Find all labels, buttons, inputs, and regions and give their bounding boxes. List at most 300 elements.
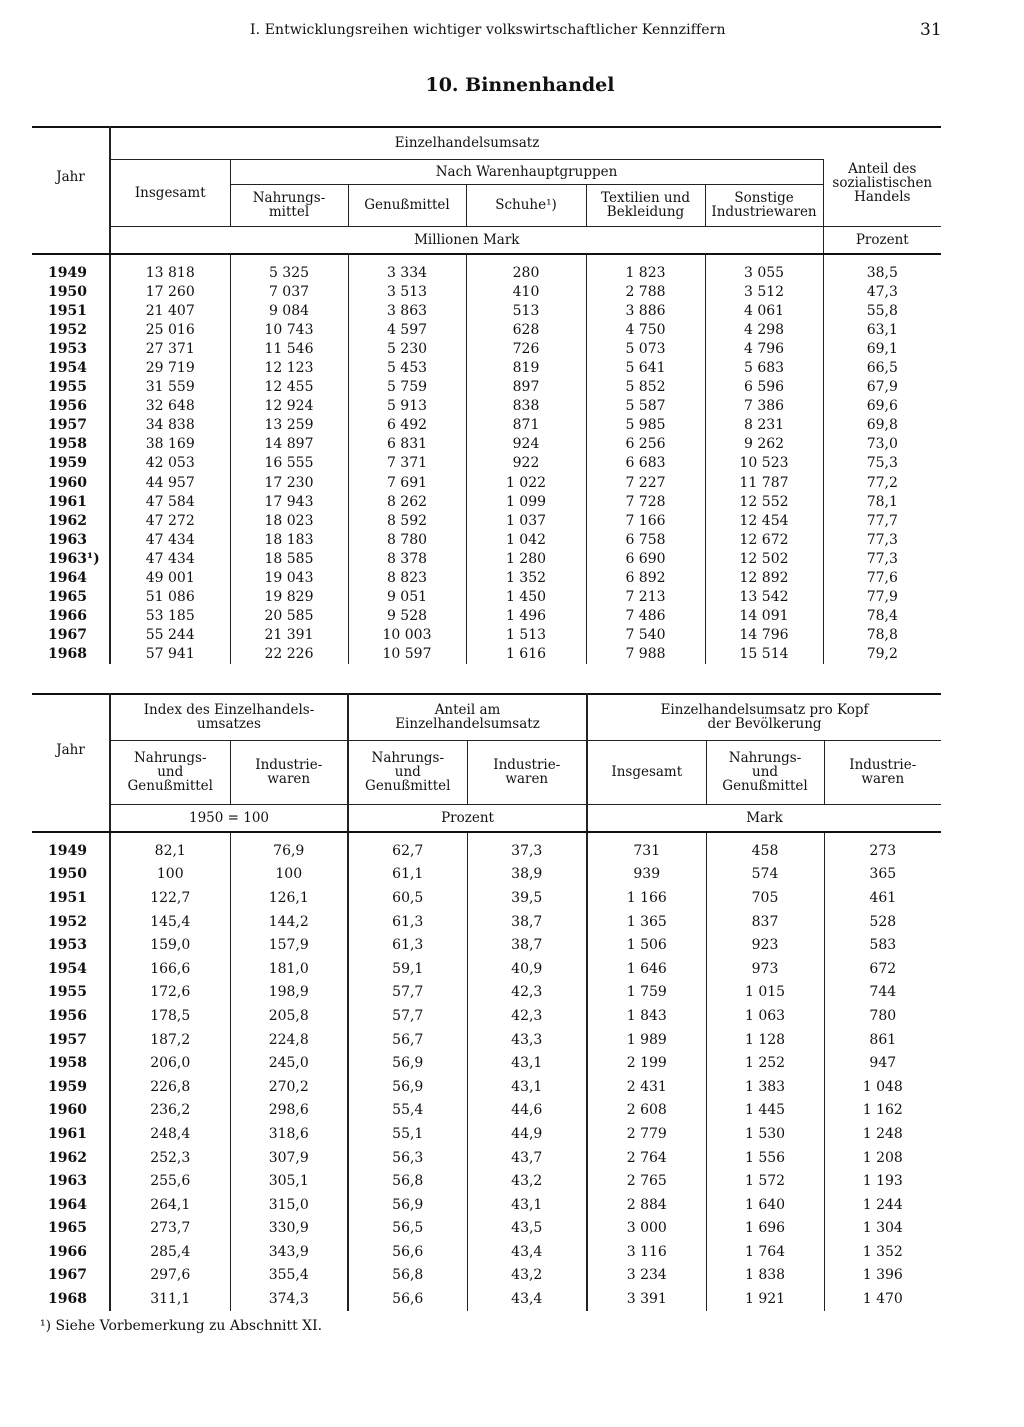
cell-value: 3 391 [587,1287,706,1311]
table-row [32,832,941,863]
cell-value: 252,3 [110,1146,230,1170]
cell-value: 12 892 [705,569,823,588]
cell-value: 5 985 [586,416,705,435]
header-anteil-industriewaren: Industrie- waren [467,740,587,804]
cell-value: 236,2 [110,1099,230,1123]
table-row [32,607,941,626]
cell-value: 55,1 [348,1122,467,1146]
cell-value: 1 304 [824,1217,941,1241]
cell-jahr: 1965 [48,589,87,606]
cell-value: 1 042 [466,530,586,549]
table-row [32,626,941,645]
cell-value: 7 691 [348,473,466,492]
cell-value: 2 884 [587,1193,706,1217]
cell-value: 10 523 [705,454,823,473]
cell-value: 15 514 [705,645,823,664]
cell-value: 2 431 [587,1075,706,1099]
table-row [32,910,941,934]
table-row [32,1075,941,1099]
cell-value: 69,8 [823,416,941,435]
table-row [32,886,941,910]
cell-value: 947 [824,1051,941,1075]
cell-value: 1 248 [824,1122,941,1146]
cell-value: 122,7 [110,886,230,910]
cell-value: 38,7 [467,933,587,957]
cell-jahr: 1959 [48,1078,87,1095]
cell-value: 270,2 [230,1075,348,1099]
cell-value: 39,5 [467,886,587,910]
header-schuhe: Schuhe¹) [466,184,586,226]
cell-value: 22 226 [230,645,348,664]
cell-value: 37,3 [467,832,587,863]
cell-value: 6 596 [705,378,823,397]
cell-jahr: 1965 [48,1220,87,1237]
header-jahr-2: Jahr [56,741,85,758]
header-einzelhandelsumsatz: Einzelhandelsumsatz [110,127,823,159]
cell-value: 13 259 [230,416,348,435]
cell-jahr: 1960 [48,474,87,491]
cell-value: 4 750 [586,320,705,339]
cell-value: 43,1 [467,1193,587,1217]
cell-value: 44,9 [467,1122,587,1146]
cell-value: 56,9 [348,1193,467,1217]
cell-value: 43,1 [467,1075,587,1099]
cell-value: 34 838 [110,416,230,435]
cell-value: 32 648 [110,397,230,416]
cell-value: 59,1 [348,957,467,981]
cell-value: 43,1 [467,1051,587,1075]
running-head: I. Entwicklungsreihen wichtiger volkswirtschaftlicher Kennziffern [250,22,726,38]
table-row [32,1240,941,1264]
cell-value: 47,3 [823,282,941,301]
cell-value: 7 213 [586,588,705,607]
cell-value: 66,5 [823,358,941,377]
cell-jahr: 1961 [48,1125,87,1142]
cell-value: 67,9 [823,378,941,397]
cell-value: 47 434 [110,530,230,549]
table-row [32,588,941,607]
cell-value: 62,7 [348,832,467,863]
cell-value: 1 396 [824,1264,941,1288]
cell-jahr: 1958 [48,436,87,453]
cell-value: 181,0 [230,957,348,981]
table-row [32,416,941,435]
cell-value: 42 053 [110,454,230,473]
cell-value: 56,6 [348,1287,467,1311]
cell-value: 2 788 [586,282,705,301]
cell-jahr: 1957 [48,417,87,434]
cell-value: 744 [824,981,941,1005]
cell-value: 178,5 [110,1004,230,1028]
cell-value: 2 199 [587,1051,706,1075]
cell-value: 1 921 [706,1287,824,1311]
header-index: Index des Einzelhandels- umsatzes [110,694,348,740]
header-insgesamt: Insgesamt [110,159,230,226]
cell-value: 1 530 [706,1122,824,1146]
cell-jahr: 1959 [48,455,87,472]
cell-value: 166,6 [110,957,230,981]
cell-value: 5 230 [348,339,466,358]
cell-value: 871 [466,416,586,435]
cell-jahr: 1952 [48,321,87,338]
cell-value: 9 051 [348,588,466,607]
cell-value: 12 552 [705,492,823,511]
unit-prozent: Prozent [823,226,941,254]
cell-value: 298,6 [230,1099,348,1123]
cell-value: 10 743 [230,320,348,339]
cell-value: 56,8 [348,1264,467,1288]
cell-value: 3 886 [586,301,705,320]
cell-value: 51 086 [110,588,230,607]
cell-value: 7 988 [586,645,705,664]
cell-value: 16 555 [230,454,348,473]
table-row [32,933,941,957]
cell-value: 42,3 [467,1004,587,1028]
cell-value: 245,0 [230,1051,348,1075]
cell-value: 206,0 [110,1051,230,1075]
cell-jahr: 1949 [48,842,87,859]
cell-value: 4 298 [705,320,823,339]
cell-value: 574 [706,863,824,887]
cell-value: 69,6 [823,397,941,416]
header-kopf-nahrungs-genuss: Nahrungs- und Genußmittel [706,740,824,804]
cell-value: 56,6 [348,1240,467,1264]
cell-value: 355,4 [230,1264,348,1288]
cell-value: 861 [824,1028,941,1052]
header-kopf-insgesamt: Insgesamt [587,740,706,804]
cell-value: 2 779 [587,1122,706,1146]
cell-value: 1 823 [586,254,705,282]
table-row [32,1264,941,1288]
table-row [32,378,941,397]
cell-value: 1 022 [466,473,586,492]
cell-value: 628 [466,320,586,339]
header-kopf-industriewaren: Industrie- waren [824,740,941,804]
table-row [32,1217,941,1241]
header-genussmittel: Genußmittel [348,184,466,226]
cell-value: 8 378 [348,549,466,568]
cell-value: 77,7 [823,511,941,530]
cell-value: 6 256 [586,435,705,454]
cell-value: 297,6 [110,1264,230,1288]
cell-value: 374,3 [230,1287,348,1311]
cell-value: 3 116 [587,1240,706,1264]
cell-value: 528 [824,910,941,934]
header-anteil-sozialistisch: Anteil des sozialistischen Handels [832,160,933,205]
cell-value: 75,3 [823,454,941,473]
cell-value: 3 863 [348,301,466,320]
cell-value: 17 943 [230,492,348,511]
footnote: ¹) Siehe Vorbemerkung zu Abschnitt XI. [40,1318,323,1334]
cell-jahr: 1953 [48,937,87,954]
cell-value: 819 [466,358,586,377]
cell-value: 21 407 [110,301,230,320]
cell-value: 461 [824,886,941,910]
cell-value: 1 838 [706,1264,824,1288]
cell-value: 40,9 [467,957,587,981]
cell-value: 172,6 [110,981,230,1005]
cell-value: 11 787 [705,473,823,492]
cell-jahr: 1968 [48,646,87,663]
cell-value: 8 592 [348,511,466,530]
cell-value: 38 169 [110,435,230,454]
cell-value: 29 719 [110,358,230,377]
cell-value: 1 128 [706,1028,824,1052]
cell-value: 17 230 [230,473,348,492]
cell-value: 1 470 [824,1287,941,1311]
cell-value: 6 831 [348,435,466,454]
cell-value: 5 073 [586,339,705,358]
cell-value: 1 208 [824,1146,941,1170]
cell-value: 311,1 [110,1287,230,1311]
table-row [32,301,941,320]
cell-value: 1 193 [824,1169,941,1193]
header-anteil-am-umsatz: Anteil am Einzelhandelsumsatz [348,694,587,740]
cell-value: 42,3 [467,981,587,1005]
cell-value: 3 000 [587,1217,706,1241]
cell-value: 57,7 [348,1004,467,1028]
table-row [32,549,941,568]
cell-value: 6 492 [348,416,466,435]
cell-value: 61,3 [348,910,467,934]
header-index-industriewaren: Industrie- waren [230,740,348,804]
cell-value: 100 [110,863,230,887]
cell-jahr: 1955 [48,984,87,1001]
cell-value: 14 897 [230,435,348,454]
header-anteil-nahrungs-genuss: Nahrungs- und Genußmittel [348,740,467,804]
cell-jahr: 1956 [48,398,87,415]
cell-value: 49 001 [110,569,230,588]
table-row [32,1287,941,1311]
binnenhandel-table-1 [32,126,941,664]
cell-value: 1 764 [706,1240,824,1264]
cell-jahr: 1951 [48,302,87,319]
cell-value: 5 759 [348,378,466,397]
cell-value: 43,3 [467,1028,587,1052]
cell-value: 57,7 [348,981,467,1005]
cell-value: 1 513 [466,626,586,645]
cell-value: 1 506 [587,933,706,957]
cell-value: 8 823 [348,569,466,588]
cell-value: 1 352 [466,569,586,588]
cell-value: 513 [466,301,586,320]
table-row [32,454,941,473]
cell-value: 57 941 [110,645,230,664]
cell-value: 5 913 [348,397,466,416]
cell-value: 7 037 [230,282,348,301]
cell-value: 6 683 [586,454,705,473]
cell-value: 19 829 [230,588,348,607]
cell-value: 18 023 [230,511,348,530]
cell-value: 79,2 [823,645,941,664]
cell-value: 12 454 [705,511,823,530]
cell-value: 273,7 [110,1217,230,1241]
table-row [32,1099,941,1123]
cell-value: 1 166 [587,886,706,910]
cell-value: 1 252 [706,1051,824,1075]
cell-value: 3 234 [587,1264,706,1288]
cell-value: 8 262 [348,492,466,511]
cell-value: 205,8 [230,1004,348,1028]
cell-value: 9 262 [705,435,823,454]
table-row [32,1169,941,1193]
cell-value: 7 728 [586,492,705,511]
cell-jahr: 1967 [48,627,87,644]
cell-value: 56,7 [348,1028,467,1052]
cell-jahr: 1952 [48,913,87,930]
cell-value: 458 [706,832,824,863]
cell-value: 410 [466,282,586,301]
cell-value: 100 [230,863,348,887]
cell-value: 924 [466,435,586,454]
cell-value: 43,2 [467,1264,587,1288]
cell-value: 12 672 [705,530,823,549]
table-row [32,492,941,511]
cell-value: 1 445 [706,1099,824,1123]
cell-value: 56,9 [348,1075,467,1099]
cell-value: 365 [824,863,941,887]
binnenhandel-table-2 [32,693,941,1311]
table-row [32,435,941,454]
cell-value: 1 244 [824,1193,941,1217]
page-number: 31 [920,20,942,40]
cell-value: 6 690 [586,549,705,568]
cell-value: 1 280 [466,549,586,568]
cell-jahr: 1960 [48,1102,87,1119]
cell-jahr: 1950 [48,866,87,883]
cell-value: 2 764 [587,1146,706,1170]
cell-value: 157,9 [230,933,348,957]
cell-value: 1 646 [587,957,706,981]
unit-prozent-2: Prozent [348,804,587,832]
cell-value: 264,1 [110,1193,230,1217]
cell-value: 47 272 [110,511,230,530]
cell-jahr: 1963 [48,1173,87,1190]
cell-value: 1 989 [587,1028,706,1052]
cell-jahr: 1966 [48,608,87,625]
cell-value: 43,2 [467,1169,587,1193]
cell-value: 14 796 [705,626,823,645]
cell-value: 55,4 [348,1099,467,1123]
cell-value: 126,1 [230,886,348,910]
cell-value: 10 597 [348,645,466,664]
cell-value: 43,4 [467,1240,587,1264]
header-index-nahrungs-genuss: Nahrungs- und Genußmittel [110,740,230,804]
cell-value: 7 371 [348,454,466,473]
cell-value: 77,6 [823,569,941,588]
cell-value: 5 852 [586,378,705,397]
cell-value: 226,8 [110,1075,230,1099]
cell-value: 1 640 [706,1193,824,1217]
table-row [32,1122,941,1146]
header-sonstige-industriewaren: Sonstige Industriewaren [705,184,823,226]
cell-value: 3 055 [705,254,823,282]
cell-value: 248,4 [110,1122,230,1146]
cell-value: 1 365 [587,910,706,934]
table-row [32,1004,941,1028]
cell-value: 38,7 [467,910,587,934]
cell-value: 1 037 [466,511,586,530]
table-row [32,569,941,588]
cell-value: 12 123 [230,358,348,377]
cell-value: 12 502 [705,549,823,568]
cell-jahr: 1949 [48,264,87,281]
cell-value: 25 016 [110,320,230,339]
cell-value: 38,5 [823,254,941,282]
cell-value: 1 063 [706,1004,824,1028]
table-row [32,863,941,887]
cell-jahr: 1968 [48,1291,87,1308]
cell-jahr: 1956 [48,1007,87,1024]
cell-value: 63,1 [823,320,941,339]
cell-value: 1 556 [706,1146,824,1170]
cell-value: 8 780 [348,530,466,549]
cell-value: 19 043 [230,569,348,588]
cell-value: 5 683 [705,358,823,377]
table-row [32,981,941,1005]
cell-jahr: 1954 [48,360,87,377]
header-nach-warenhauptgruppen: Nach Warenhauptgruppen [230,159,823,184]
cell-value: 224,8 [230,1028,348,1052]
header-textilien: Textilien und Bekleidung [586,184,705,226]
cell-value: 973 [706,957,824,981]
cell-value: 77,2 [823,473,941,492]
cell-value: 705 [706,886,824,910]
cell-value: 14 091 [705,607,823,626]
table-row [32,530,941,549]
cell-value: 7 486 [586,607,705,626]
cell-value: 273 [824,832,941,863]
table-row [32,1146,941,1170]
cell-value: 7 166 [586,511,705,530]
cell-value: 1 572 [706,1169,824,1193]
cell-jahr: 1964 [48,1196,87,1213]
cell-value: 315,0 [230,1193,348,1217]
cell-value: 1 759 [587,981,706,1005]
cell-jahr: 1963 [48,531,87,548]
cell-value: 4 061 [705,301,823,320]
cell-value: 1 450 [466,588,586,607]
cell-value: 159,0 [110,933,230,957]
cell-value: 18 183 [230,530,348,549]
cell-value: 780 [824,1004,941,1028]
page-title: 10. Binnenhandel [425,74,615,96]
cell-jahr: 1958 [48,1055,87,1072]
table-row [32,957,941,981]
cell-value: 731 [587,832,706,863]
unit-millionen-mark: Millionen Mark [110,226,823,254]
cell-jahr: 1962 [48,512,87,529]
cell-value: 11 546 [230,339,348,358]
cell-value: 4 597 [348,320,466,339]
cell-value: 31 559 [110,378,230,397]
cell-value: 838 [466,397,586,416]
cell-value: 2 608 [587,1099,706,1123]
cell-value: 43,4 [467,1287,587,1311]
table-row [32,473,941,492]
cell-value: 7 386 [705,397,823,416]
cell-value: 7 227 [586,473,705,492]
table-row [32,282,941,301]
cell-value: 726 [466,339,586,358]
cell-value: 145,4 [110,910,230,934]
cell-jahr: 1957 [48,1031,87,1048]
cell-value: 255,6 [110,1169,230,1193]
cell-jahr: 1963¹) [48,550,100,567]
cell-value: 56,8 [348,1169,467,1193]
cell-value: 6 758 [586,530,705,549]
cell-value: 44,6 [467,1099,587,1123]
